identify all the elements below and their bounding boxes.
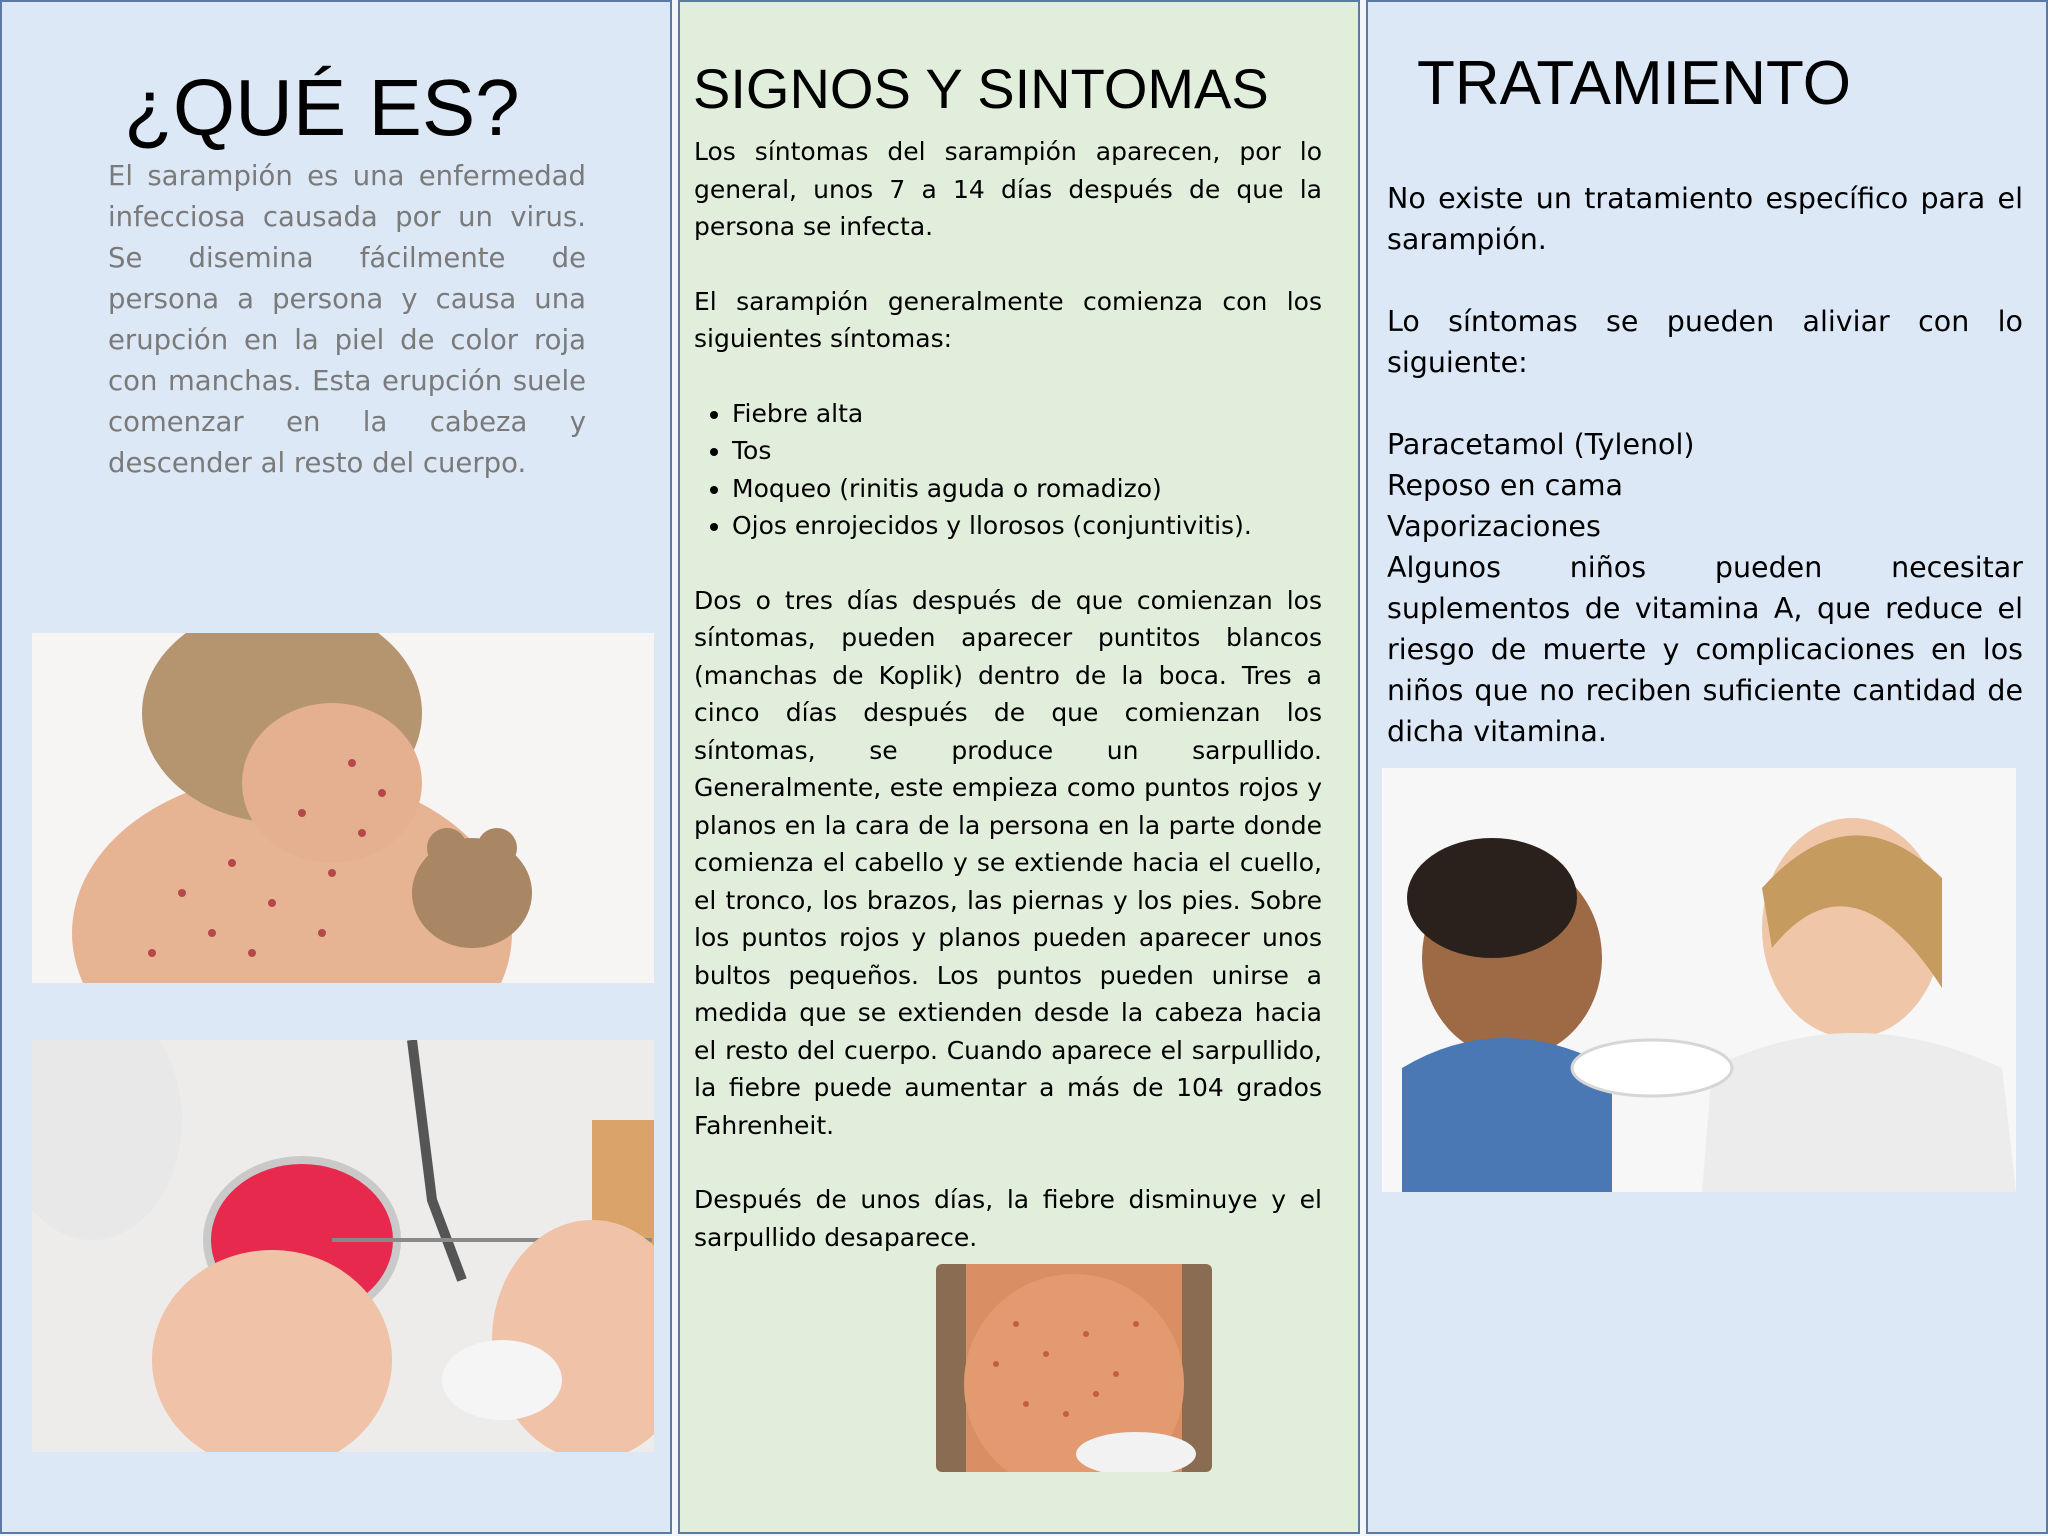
paragraph: No existe un tratamiento específico para el sarampión. (1387, 182, 2023, 256)
list-item: • Moqueo (rinitis aguda o romadizo) (732, 470, 1322, 508)
panel-title: SIGNOS Y SINTOMAS (693, 57, 1269, 120)
child-rash-photo (32, 633, 654, 983)
paragraph: Lo síntomas se pueden aliviar con lo siguiente: (1387, 305, 2023, 379)
rash-torso-photo (936, 1264, 1212, 1472)
panel-tratamiento (1366, 0, 2048, 1534)
paragraph: Dos o tres días después de que comienzan los síntomas, pueden aparecer puntitos blancos (manchas de Koplik) dentro de la boca. Tres a cinco días después de que comienzan los síntomas, se produce un sarpullido. Generalmente, este empieza como puntos rojos y planos en la cara de la persona en la parte donde comienza el cabello y se extiende hacia el cuello, el tronco, los brazos, las piernas y los pies. Sobre los puntos rojos y planos pueden aparecer unos bultos pequeños. Los puntos pueden unirse a medida que se extienden desde la cabeza hacia el resto del cuerpo. Cuando aparece el sarpullido, la fiebre puede aumentar a más de 104 grados Fahrenheit. (694, 585, 1322, 1140)
panel-que-es (0, 0, 672, 1534)
paragraph: El sarampión generalmente comienza con los siguientes síntomas: (694, 286, 1322, 353)
paragraph: Después de unos días, la fiebre disminuye y el sarpullido desaparece. (694, 1185, 1322, 1252)
panel-title: TRATAMIENTO (1417, 49, 1851, 118)
petri-dish-photo (32, 1040, 654, 1452)
paragraph: Los síntomas del sarampión aparecen, por lo general, unos 7 a 14 días después de que la persona se infecta. (694, 137, 1322, 241)
doctor-child-photo (1382, 768, 2016, 1192)
treatment-item: Vaporizaciones (1387, 510, 1601, 543)
panel-signos-sintomas (678, 0, 1360, 1534)
symptom-list (694, 395, 1322, 545)
list-item: • Tos (732, 432, 1322, 470)
list-item: • Ojos enrojecidos y llorosos (conjuntivitis). (732, 507, 1322, 545)
panel-body (1387, 178, 2023, 752)
panel-body (694, 133, 1322, 1256)
treatment-item: Paracetamol (Tylenol) (1387, 428, 1695, 461)
panel-text: El sarampión es una enfermedad infecciosa causada por un virus. Se disemina fácilmente de persona a persona y causa una erupción en la piel de color roja con manchas. Esta erupción suele comenzar en la cabeza y descender al resto del cuerpo. (108, 160, 586, 479)
paragraph: Algunos niños pueden necesitar suplementos de vitamina A, que reduce el riesgo de muerte y complicaciones en los niños que no reciben suficiente cantidad de dicha vitamina. (1387, 551, 2023, 748)
panel-title: ¿QUÉ ES? (124, 63, 520, 152)
list-item: • Fiebre alta (732, 395, 1322, 433)
treatment-item: Reposo en cama (1387, 469, 1623, 502)
